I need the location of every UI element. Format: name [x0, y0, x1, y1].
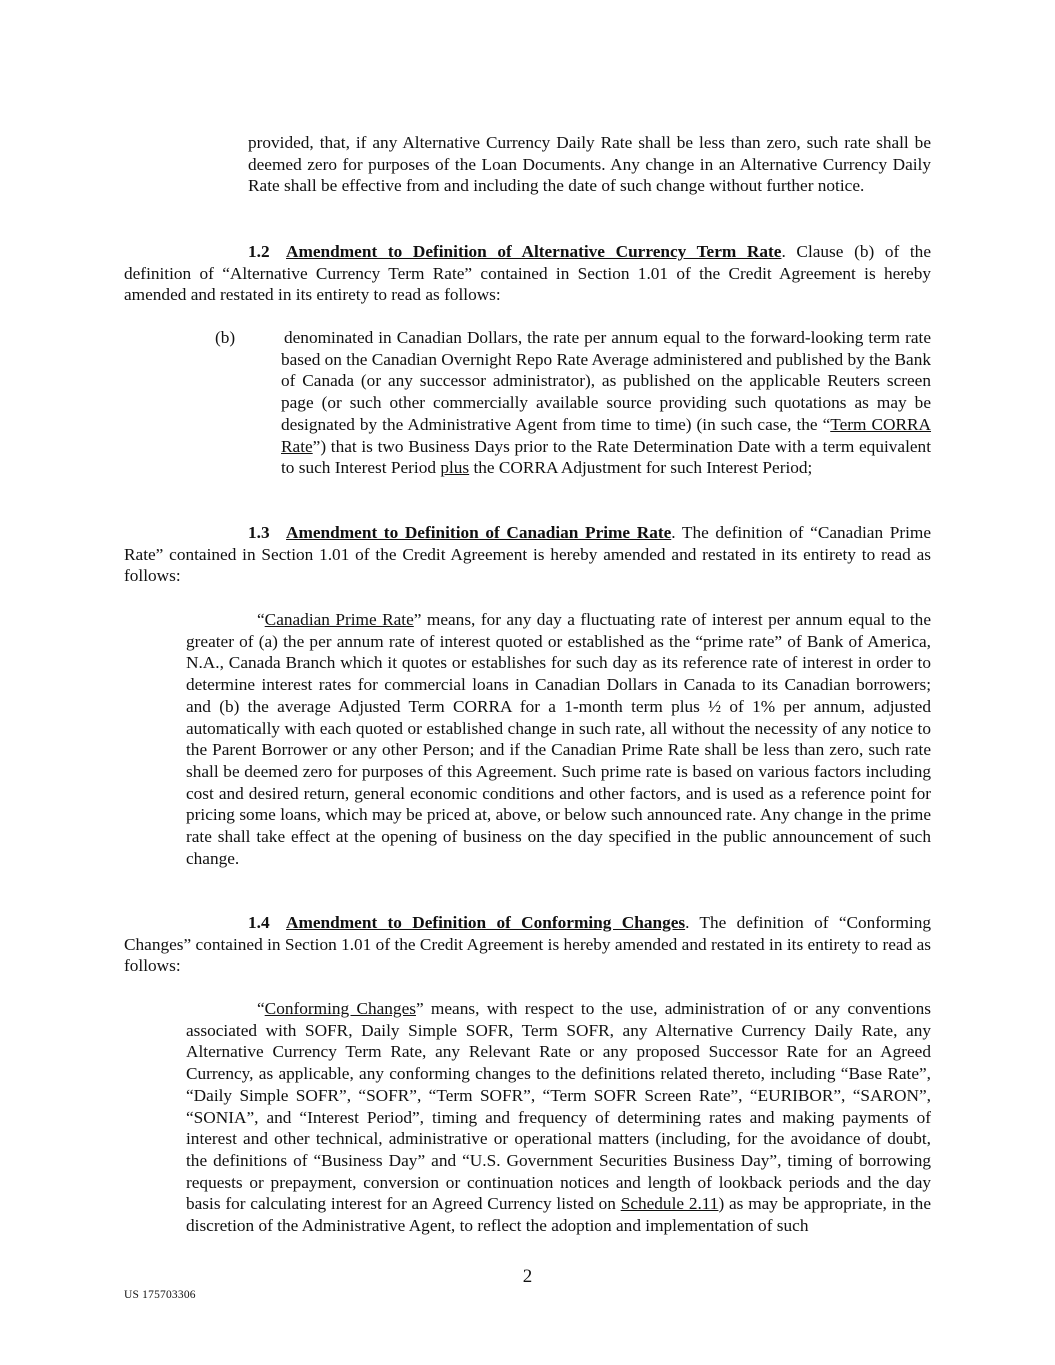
section-body: . The definition of “Canadian Prime Rate” contained in Section 1.01 of the Credit Agreement is hereby amended and restated in its entirety to read as follows:	[124, 523, 931, 586]
document-id: US 175703306	[124, 1289, 196, 1301]
clause-text: ”) that is two Business Days prior to the Rate Determination Date with a term equivalent to such Interest Period	[281, 436, 931, 478]
section-number: 1.4	[248, 913, 270, 932]
canadian-prime-rate-definition	[186, 609, 931, 869]
section-heading: Amendment to Definition of Conforming Changes	[286, 913, 686, 932]
open-quote: “	[257, 999, 265, 1018]
schedule-reference: Schedule 2.11	[620, 1194, 719, 1214]
section-heading: Amendment to Definition of Canadian Prime Rate	[286, 523, 672, 542]
continuation-paragraph	[248, 132, 931, 197]
defined-term: Conforming Changes	[264, 999, 416, 1018]
page-number: 2	[522, 1266, 533, 1287]
plus-term: plus	[440, 458, 470, 478]
defined-term: Term CORRA Rate	[281, 414, 932, 456]
conforming-changes-definition	[186, 998, 931, 1237]
section-body: . The definition of “Conforming Changes” contained in Section 1.01 of the Credit Agreement is hereby amended and restated in its entirety to read as follows:	[124, 913, 931, 976]
clause-label: (b)	[215, 328, 236, 347]
section-heading: Amendment to Definition of Alternative Currency Term Rate	[286, 242, 782, 261]
section-body: . Clause (b) of the definition of “Alternative Currency Term Rate” contained in Section 1.01 of the Credit Agreement is hereby amended and restated in its entirety to read as follows:	[124, 242, 931, 305]
definition-text: ” means, with respect to the use, administration of or any conventions associated with SOFR, Daily Simple SOFR, Term SOFR, any Alternative Currency Daily Rate, any Alternative Currency Term Rate, any Relevant Rate or any proposed Successor Rate for an Agreed Currency, as applicable, any conforming changes to the definitions related thereto, including “Base Rate”, “Daily Simple SOFR”, “SOFR”, “Term SOFR”, “Term SOFR Screen Rate”, “EURIBOR”, “SARON”, “SONIA”, and “Interest Period”, timing and frequency of determining rates and making payments of interest and other technical, administrative or operational matters (including, for the avoidance of doubt, the definitions of “Business Day” and “U.S. Government Securities Business Day”, timing of borrowing requests or prepayment, conversion or continuation notices and length of lookback periods and the day basis for calculating interest for an Agreed Currency listed on	[186, 999, 931, 1214]
section-1-3	[124, 522, 931, 587]
clause-b	[215, 327, 932, 479]
section-number: 1.2	[248, 242, 270, 261]
section-number: 1.3	[248, 523, 270, 542]
definition-text: ) as may be appropriate, in the discretion of the Administrative Agent, to reflect the adoption and implementation of such	[186, 1194, 931, 1236]
section-1-2	[124, 241, 931, 306]
clause-text: the CORRA Adjustment for such Interest Period;	[469, 458, 813, 478]
clause-b-paragraph	[215, 327, 932, 479]
open-quote: “	[257, 610, 265, 629]
definition-text: ” means, for any day a fluctuating rate of interest per annum equal to the greater of (a) the per annum rate of interest quoted or established as the “prime rate” of Bank of America, N.A., Canada Branch which it quotes or establishes for such day as its reference rate of interest in order to determine interest rates for commercial loans in Canadian Dollars in Canada to its Canadian borrowers; and (b) the average Adjusted Term CORRA for a 1-month term plus ½ of 1% per annum, adjusted automatically with each quoted or established change in such rate, all without the necessity of any notice to the Parent Borrower or any other Person; and if the Canadian Prime Rate shall be less than zero, such rate shall be deemed zero for purposes of this Agreement. Such prime rate is based on various factors including cost and desired return, general economic conditions and other factors, and is used as a reference point for pricing some loans, which may be priced at, above, or below such announced rate. Any change in the prime rate shall take effect at the opening of business on the day specified in the public announcement of such change.	[186, 610, 931, 868]
continuation-text: provided, that, if any Alternative Currency Daily Rate shall be less than zero, such rate shall be deemed zero for purposes of the Loan Documents. Any change in an Alternative Currency Daily Rate shall be effective from and including the date of such change without further notice.	[248, 133, 931, 196]
clause-text: denominated in Canadian Dollars, the rate per annum equal to the forward-looking term rate based on the Canadian Overnight Repo Rate Average administered and published by the Bank of Canada (or any successor administrator), as published on the applicable Reuters screen page (or such other commercially available source providing such quotations as may be designated by the Administrative Agent from time to time) (in such case, the “	[281, 328, 931, 434]
defined-term: Canadian Prime Rate	[264, 610, 414, 629]
section-1-4	[124, 912, 931, 977]
